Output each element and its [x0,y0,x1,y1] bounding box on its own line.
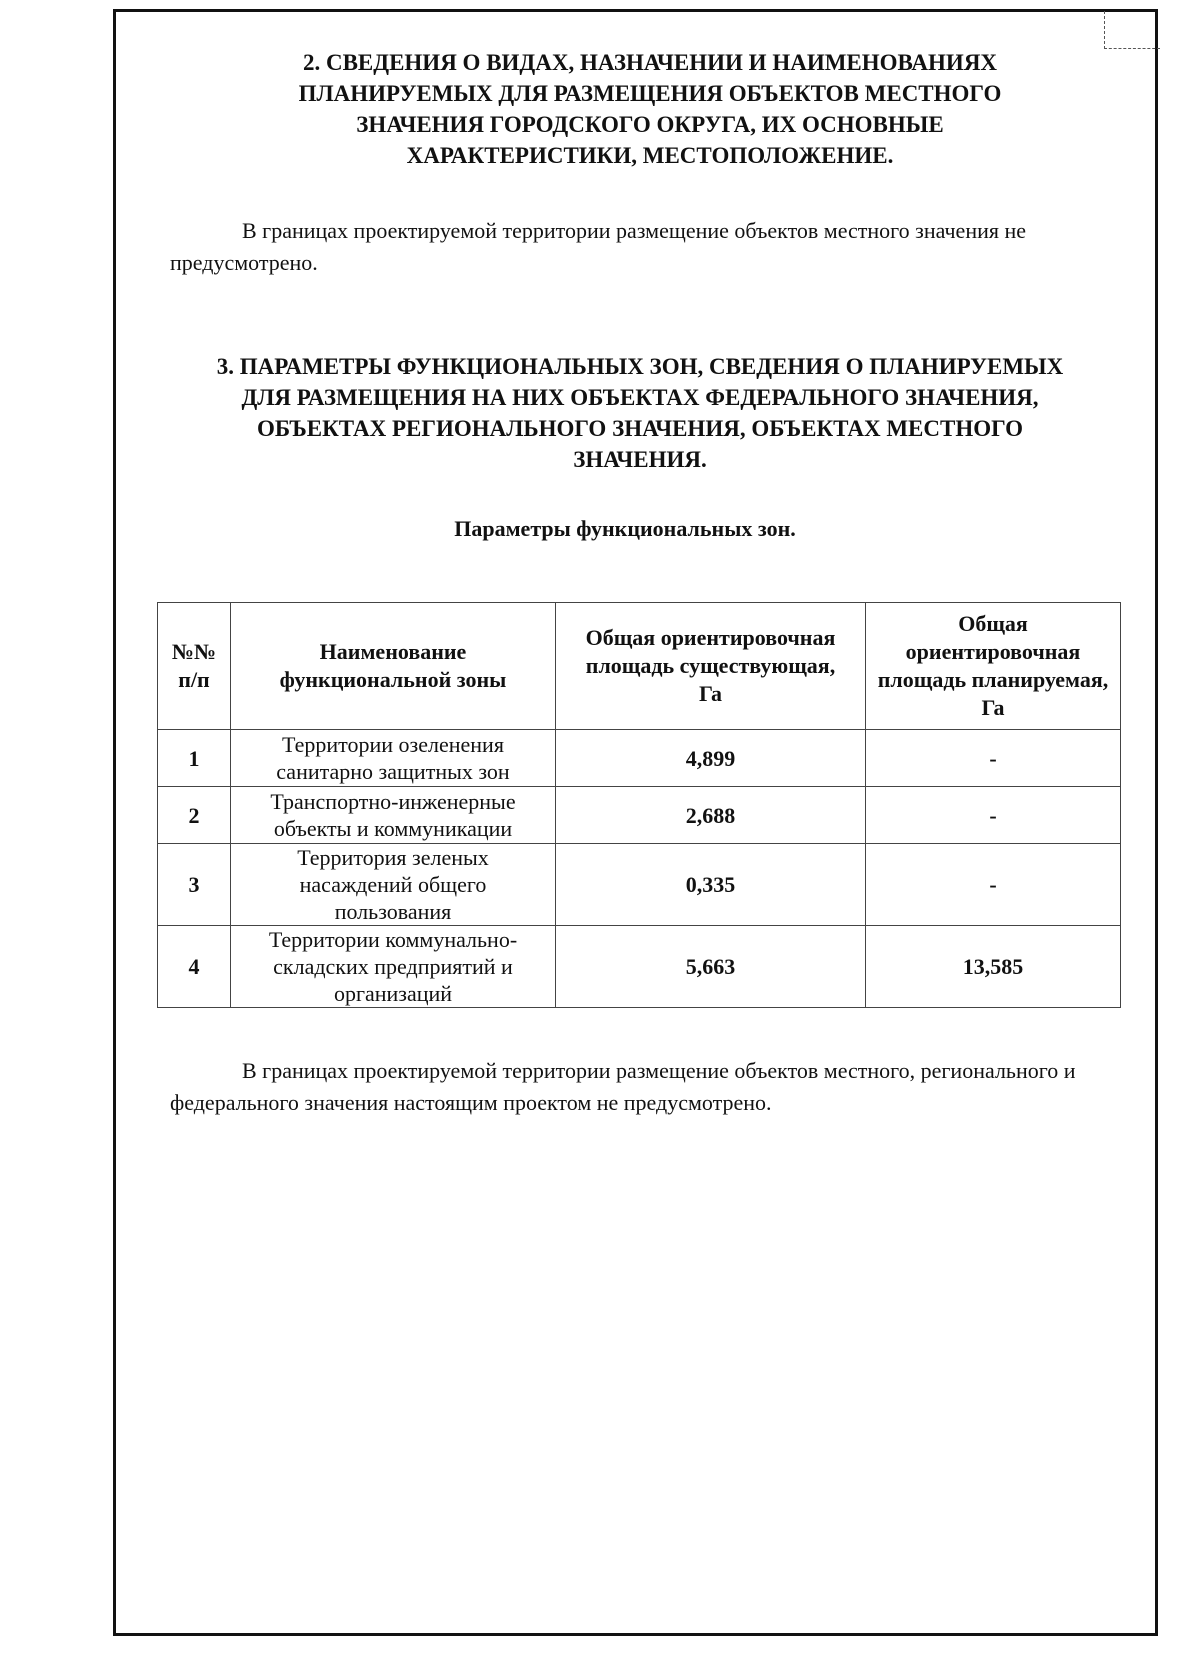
cell-existing-area: 4,899 [556,730,866,787]
cell-planned-area: - [866,787,1121,844]
table-header-row [158,603,1121,730]
heading-line: ХАРАКТЕРИСТИКИ, МЕСТОПОЛОЖЕНИЕ. [406,143,894,168]
table-row [158,787,1121,844]
cell-num: 4 [158,926,231,1008]
heading-line: 3. ПАРАМЕТРЫ ФУНКЦИОНАЛЬНЫХ ЗОН, СВЕДЕНИЯ О ПЛАНИРУЕМЫХ [216,354,1064,379]
corner-stamp-box [1104,11,1160,49]
cell-existing-area: 5,663 [556,926,866,1008]
section-2-heading [240,47,1060,171]
cell-existing-area: 0,335 [556,844,866,926]
cell-zone-name: Территории коммунально- складских предприятий и организаций [231,926,556,1008]
cell-num: 2 [158,787,231,844]
table-caption: Параметры функциональных зон. [454,516,796,541]
section-3-heading [160,351,1120,475]
cell-planned-area: - [866,844,1121,926]
header-zone-name: Наименование функциональной зоны [231,603,556,730]
header-planned-area: Общая ориентировочная площадь планируемая, Га [866,603,1121,730]
table-row [158,730,1121,787]
section-3-text: В границах проектируемой территории размещение объектов местного, регионального и федерального значения настоящим проектом не предусмотрено. [170,1058,1076,1115]
cell-zone-name: Транспортно-инженерные объекты и коммуникации [231,787,556,844]
section-2-text: В границах проектируемой территории размещение объектов местного значения не предусмотрено. [170,218,1027,275]
functional-zones-table [157,602,1121,1008]
cell-planned-area: 13,585 [866,926,1121,1008]
header-num: №№ п/п [158,603,231,730]
heading-line: 2. СВЕДЕНИЯ О ВИДАХ, НАЗНАЧЕНИИ И НАИМЕНОВАНИЯХ [302,50,998,75]
heading-line: ДЛЯ РАЗМЕЩЕНИЯ НА НИХ ОБЪЕКТАХ ФЕДЕРАЛЬНОГО ЗНАЧЕНИЯ, [241,385,1039,410]
cell-zone-name: Территория зеленых насаждений общего пользования [231,844,556,926]
header-existing-area: Общая ориентировочная площадь существующая, Га [556,603,866,730]
heading-line: ОБЪЕКТАХ РЕГИОНАЛЬНОГО ЗНАЧЕНИЯ, ОБЪЕКТАХ МЕСТНОГО [256,416,1024,441]
table-row [158,926,1121,1008]
heading-line: ЗНАЧЕНИЯ. [573,447,707,472]
cell-zone-name: Территории озеленения санитарно защитных зон [231,730,556,787]
cell-num: 1 [158,730,231,787]
cell-planned-area: - [866,730,1121,787]
table-row [158,844,1121,926]
cell-num: 3 [158,844,231,926]
heading-line: ЗНАЧЕНИЯ ГОРОДСКОГО ОКРУГА, ИХ ОСНОВНЫЕ [356,112,944,137]
cell-existing-area: 2,688 [556,787,866,844]
heading-line: ПЛАНИРУЕМЫХ ДЛЯ РАЗМЕЩЕНИЯ ОБЪЕКТОВ МЕСТНОГО [298,81,1002,106]
